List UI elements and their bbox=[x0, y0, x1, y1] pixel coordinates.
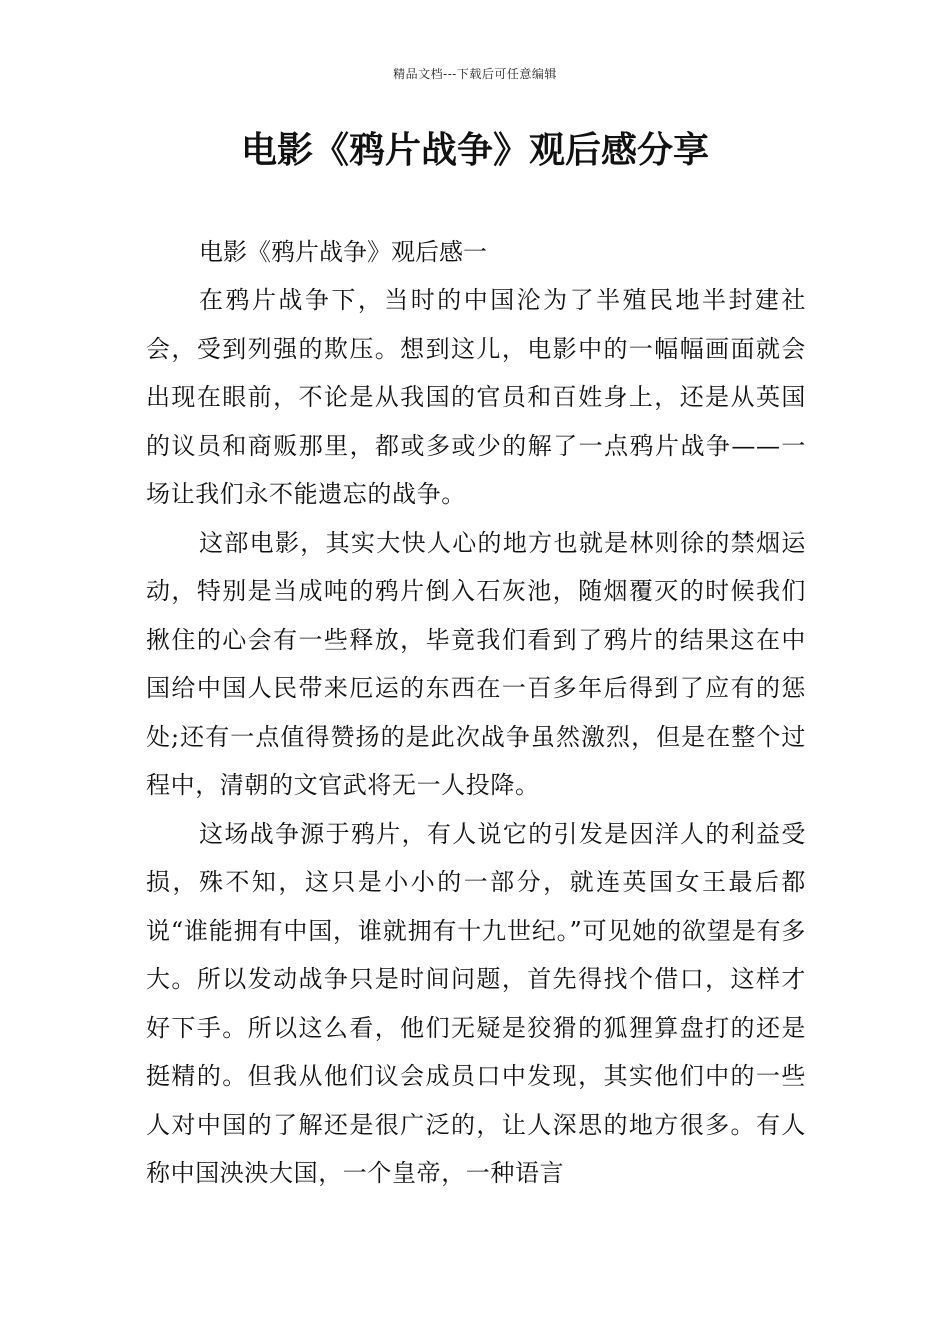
paragraph-3: 这场战争源于鸦片，有人说它的引发是因洋人的利益受损，殊不知，这只是小小的一部分，就连英国女王最后都说“谁能拥有中国，谁就拥有十九世纪。”可见她的欲望是有多大。所以发动战争只是时间问题，首先得找个借口，这样才好下手。所以这么看，他们无疑是狡猾的狐狸算盘打的还是挺精的。但我从他们议会成员口中发现，其实他们中的一些人对中国的了解还是很广泛的，让人深思的地方很多。有人称中国泱泱大国，一个皇帝，一种语言 bbox=[146, 819, 806, 1187]
paragraph-1: 在鸦片战争下，当时的中国沦为了半殖民地半封建社会，受到列强的欺压。想到这儿，电影中的一幅幅画面就会出现在眼前，不论是从我国的官员和百姓身上，还是从英国的议员和商贩那里，都或多或少的解了一点鸦片战争——一场让我们永不能遗忘的战争。 bbox=[146, 286, 806, 508]
document-body bbox=[146, 228, 806, 1198]
section-heading: 电影《鸦片战争》观后感一 bbox=[199, 238, 487, 266]
document-title: 电影《鸦片战争》观后感分享 bbox=[240, 130, 709, 171]
header-note: 精品文档---下载后可任意编辑 bbox=[393, 67, 557, 81]
paragraph-2: 这部电影，其实大快人心的地方也就是林则徐的禁烟运动，特别是当成吨的鸦片倒入石灰池，随烟覆灭的时候我们揪住的心会有一些释放，毕竟我们看到了鸦片的结果这在中国给中国人民带来厄运的东西在一百多年后得到了应有的惩处;还有一点值得赞扬的是此次战争虽然激烈，但是在整个过程中，清朝的文官武将无一人投降。 bbox=[146, 528, 806, 799]
